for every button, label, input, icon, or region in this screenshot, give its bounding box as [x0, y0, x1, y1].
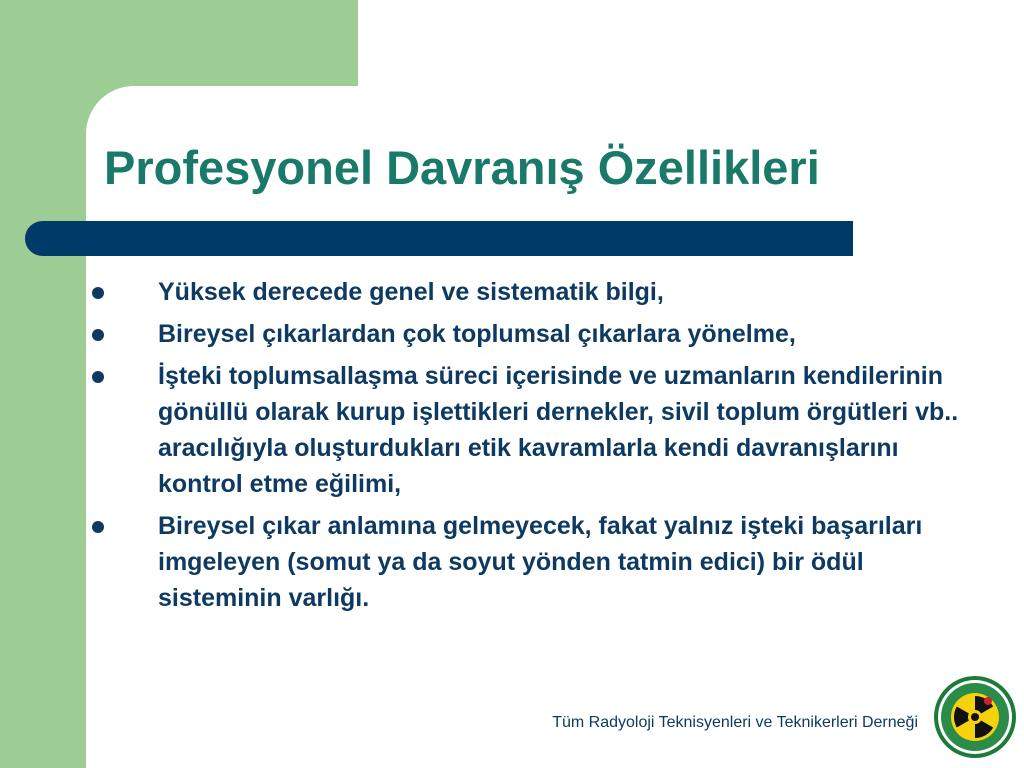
- bullet-dot-icon: [92, 371, 104, 383]
- list-item: [90, 508, 990, 616]
- bullet-text: Bireysel çıkarlardan çok toplumsal çıkarlara yönelme,: [158, 320, 796, 348]
- title-rule-bar: [25, 221, 853, 256]
- radiation-seal-icon: [932, 674, 1018, 760]
- list-item: [90, 274, 990, 310]
- bullet-text: Bireysel çıkar anlamına gelmeyecek, fakat yalnız işteki başarıları imgeleyen (somut ya da soyut yönden tatmin edici) bir ödül sisteminin varlığı.: [158, 512, 923, 612]
- bullet-text: İşteki toplumsallaşma süreci içerisinde ve uzmanların kendilerinin gönüllü olarak kurup işlettikleri dernekler, sivil toplum örgütleri vb.. aracılığıyla oluşturdukları etik kavramlarla kendi davranışlarını kontrol etme eğilimi,: [158, 362, 959, 498]
- bullet-dot-icon: [92, 521, 104, 533]
- bullet-text: Yüksek derecede genel ve sistematik bilgi,: [158, 278, 664, 306]
- slide-title: Profesyonel Davranış Özellikleri: [104, 141, 820, 194]
- bullet-dot-icon: [92, 329, 104, 341]
- bullet-list: [90, 274, 990, 622]
- list-item: [90, 358, 990, 502]
- top-white-strip: [358, 0, 1024, 86]
- list-item: [90, 316, 990, 352]
- bullet-dot-icon: [92, 287, 104, 299]
- footer-organization: Tüm Radyoloji Teknisyenleri ve Teknikerleri Derneği: [552, 714, 918, 731]
